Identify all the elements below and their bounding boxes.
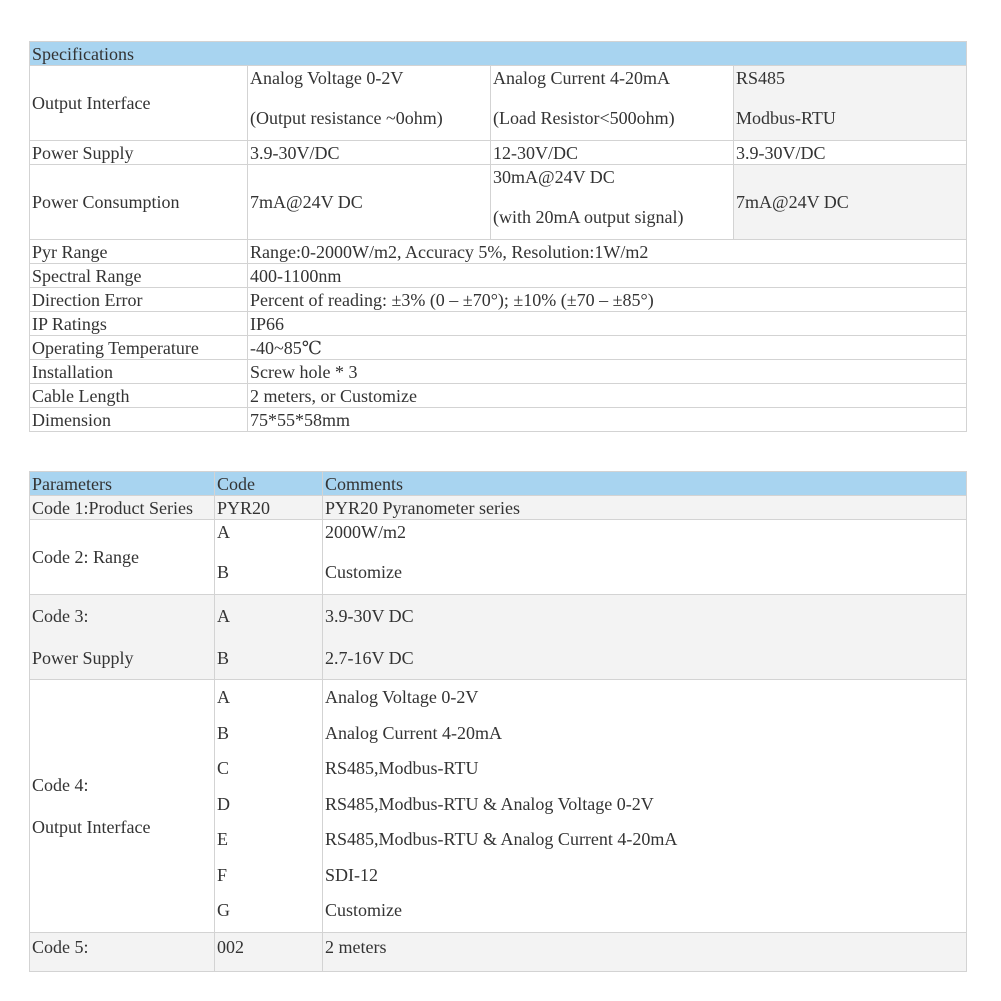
param-label: Code 2: Range [30,520,215,595]
spec-label: Direction Error [30,288,248,312]
param-code: PYR20 [215,496,323,520]
param-comment: 2000W/m2 [325,522,406,542]
param-comment: RS485,Modbus-RTU [325,758,479,778]
spec-label: Spectral Range [30,264,248,288]
spec-value: 3.9-30V/DC [248,141,491,165]
params-row-code1 [30,496,967,520]
param-code: A [217,606,230,626]
param-comment: SDI-12 [325,864,378,885]
param-code: F [217,864,228,885]
spec-value: (Output resistance ~0ohm) [250,108,443,128]
param-comment: Analog Current 4-20mA [325,722,502,743]
spec-row-power-consumption [30,165,967,240]
spec-value: Analog Current 4-20mA [493,68,670,88]
spec-label: Power Supply [30,141,248,165]
spec-row-power-supply [30,141,967,165]
param-code: G [217,900,230,920]
params-row-code3 [30,595,967,680]
spec-row [30,240,967,264]
column-header-code: Code [215,472,323,496]
spec-label: Cable Length [30,384,248,408]
param-code: A [217,522,230,542]
parameters-table [29,471,967,972]
spec-value: (Load Resistor<500ohm) [493,108,675,128]
param-code: B [217,648,230,668]
spec-row-output-interface [30,66,967,141]
spec-value: Screw hole * 3 [248,360,967,384]
param-code: B [217,722,230,743]
params-row-code4 [30,680,967,933]
column-header-parameters: Parameters [30,472,215,496]
param-code: A [217,687,230,707]
params-header-row [30,472,967,496]
spec-value: 3.9-30V/DC [734,141,967,165]
spec-label: Output Interface [30,66,248,141]
spec-header: Specifications [30,42,967,66]
spec-value: Analog Voltage 0-2V [250,68,404,88]
param-comment: 2 meters [323,933,967,972]
spec-label: Operating Temperature [30,336,248,360]
param-code: D [217,793,230,814]
param-comment: Customize [325,562,402,582]
spec-row [30,288,967,312]
spec-value: Range:0-2000W/m2, Accuracy 5%, Resolution:1W/m2 [248,240,967,264]
spec-value: -40~85℃ [248,336,967,360]
param-code: C [217,758,230,778]
spec-label: Power Consumption [30,165,248,240]
spec-row [30,384,967,408]
spec-value: Modbus-RTU [736,108,836,128]
spec-row [30,312,967,336]
spec-value: 75*55*58mm [248,408,967,432]
spec-row [30,360,967,384]
param-comment: PYR20 Pyranometer series [323,496,967,520]
params-row-code5 [30,933,967,972]
spec-value: 12-30V/DC [491,141,734,165]
param-comment: 2.7-16V DC [325,648,414,668]
spec-value: 7mA@24V DC [248,165,491,240]
spec-label: Installation [30,360,248,384]
spec-row [30,336,967,360]
param-label: Code 3: [32,606,89,626]
spec-value: 7mA@24V DC [734,165,967,240]
param-comment: Customize [325,900,402,920]
spec-value: 400-1100nm [248,264,967,288]
spec-value: Percent of reading: ±3% (0 – ±70°); ±10% (±70 – ±85°) [248,288,967,312]
param-code: 002 [215,933,323,972]
params-row-code2 [30,520,967,595]
spec-value: IP66 [248,312,967,336]
spec-value: (with 20mA output signal) [493,207,684,227]
param-label: Output Interface [32,817,151,837]
param-code: B [217,562,230,582]
spec-value: RS485 [736,68,786,88]
spec-value: 2 meters, or Customize [248,384,967,408]
param-label: Code 1:Product Series [30,496,215,520]
param-label: Power Supply [32,648,134,668]
spec-label: Dimension [30,408,248,432]
spec-header-row [30,42,967,66]
column-header-comments: Comments [323,472,967,496]
spec-row [30,408,967,432]
param-comment: 3.9-30V DC [325,606,414,626]
spec-row [30,264,967,288]
param-label: Code 5: [30,933,215,972]
spec-label: IP Ratings [30,312,248,336]
specifications-table [29,41,967,432]
param-label: Code 4: [32,775,89,795]
spec-value: 30mA@24V DC [493,167,615,187]
param-code: E [217,829,228,849]
param-comment: RS485,Modbus-RTU & Analog Voltage 0-2V [325,793,654,814]
spec-label: Pyr Range [30,240,248,264]
param-comment: Analog Voltage 0-2V [325,687,479,707]
param-comment: RS485,Modbus-RTU & Analog Current 4-20mA [325,829,678,849]
